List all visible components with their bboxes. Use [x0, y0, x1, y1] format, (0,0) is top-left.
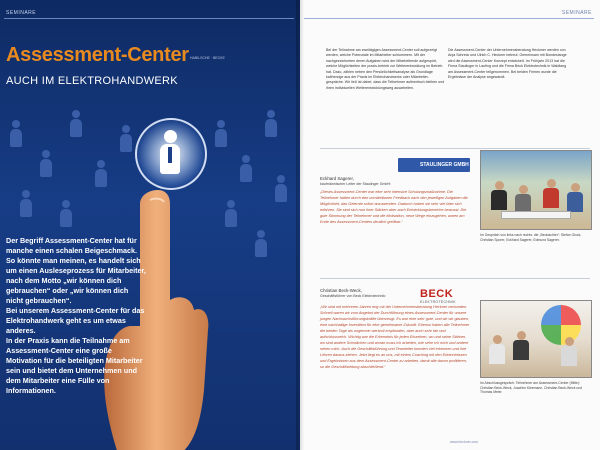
section-label: SEMINARE: [561, 10, 592, 16]
photo-person: [567, 183, 583, 212]
person-icon: [10, 120, 22, 147]
interviewee-role: Geschäftsführer von Beck Elektrotechnik:: [320, 294, 386, 298]
section-divider: [320, 148, 590, 149]
interviewee-role: kaufmännischer Leiter der Staulinger GmbH:: [320, 182, 392, 186]
photo-person: [513, 331, 529, 360]
interview-quote: „Dieses Assessment-Center war eine sehr intensive Schulungsmaßnahme. Die Teilnehmer hatten durch den unmittelbaren Feedback nach den jeweiligen Aufgaben die Möglichkeit, das Gelernte sofort anzuwenden. Dadurch haben sie sehr viel über sich erfahren. Sie sind sich nun ihrer Stärken aber auch Entwicklungsbereiche bewusst. Die gute Stimmung der Teilnehmer und die Motivation, neue Wege einzugehen, waren am Ende des Assessment-Centers deutlich greifbar.“: [320, 190, 468, 224]
person-icon: [225, 200, 237, 227]
beck-logo-subtitle: ELEKTROTECHNIK: [420, 300, 456, 304]
section-divider: [320, 278, 590, 279]
intro-paragraph: Der Begriff Assessment-Center hat für manche einen schalen Beigeschmack. So könnte man meinen, es handelt sich um einen Ausleseprozess für Mitarbeiter, nach dem Motto „wir können dich gebrauchen“ oder „wir können dich nicht gebrauchen“.: [6, 236, 146, 305]
interviewee-name: Christian Beck-Weck,: [320, 288, 362, 293]
person-icon: [265, 110, 277, 137]
intro-text: [6, 236, 146, 396]
header-rule: [304, 18, 594, 19]
meeting-photo: [480, 300, 592, 378]
photo-person: [491, 181, 507, 210]
right-page: [300, 0, 600, 450]
section-label: SEMINARE: [6, 10, 37, 16]
person-icon: [95, 160, 107, 187]
staulinger-logo-text: STAULINGER GMBH: [420, 162, 469, 168]
body-column-1: Bei der Teilnahme am zweitägigen Assessment-Center soll aufgezeigt werden, welche Potenziale im Mitarbeiter schlummern. Mit der nachgezeichneten deren Aufgaben wird der Mitarbeitende aufgespürt, welche Möglichkeiten der praxis-betrieb zur Weiterentwicklung im Betrieb hat. Dazu, zählen neben den Persönlichkeitsanalyse als Grundlage kaltherzige aus der Praxis im Elektrohandwerks oder Mitarbeiter-gespräche. Wir ließ ist dabei, dass die Teilnehmer authentisch bleiben und ihren individuellen Weiterentwicklungsweg ausarbeiten.: [326, 48, 445, 90]
person-icon: [120, 125, 132, 152]
photo-person: [515, 185, 531, 214]
photo-caption: Im Abschlussgespräch: Teilnehmer am Assessment-Center (Mitte): Christian Beck-Weck, Joachim Kleemann, Christian Beck-Weck und Thomas Meier.: [480, 381, 583, 395]
photo-person: [489, 335, 505, 364]
photo-person: [561, 337, 577, 366]
interviewee-name: Eckhard Sagerer,: [320, 176, 354, 181]
highlighted-person-icon: [160, 130, 180, 174]
article-subtitle: AUCH IM ELEKTROHANDWERK: [6, 75, 178, 87]
person-icon: [215, 120, 227, 147]
interview-quote: „Wir sind mit mehreren Jahren eng mit der Unternehmensberatung Heckner verbunden. Schnell waren wir vom Angebot der Durchführung eines Assessment-Center für unsere jungen Nachwuchsführungskräfte überzeugt. Es war eine sehr gute, und wir wir glauben, eine nachhaltige Investition für eine gemeinsame Zukunft. Ebenso haben alle Teilnehmer die beiden Tage als ungemein wertvoll empfunden, aber auch sehr fair und aufschlussreich. Wichtig war die Erkenntnis für jeden Einzelnen, wo und seine Stärken, wo sind andere Schwächen und woran muss ich arbeiten, wie sehe ich mich und andere sehen mich. Auch die Geschäftsführung und Teamleiter konnten viel erkennen und ihre Lehren daraus ziehen. Jetzt liegt es an uns, mit einem Coaching mit den Erkenntnissen und Ergebnissen aus dem Assessment-Center zu arbeiten, damit alle davon profitieren, so die Geschäftsleitung abschließend.“: [320, 305, 470, 369]
intro-paragraph: In der Praxis kann die Teilnahme am Assessment-Center eine große Motivation für die beteiligten Mitarbeiter sein und bietet dem Unternehmen und dem Mitarbeiter eine Fülle von Informationen.: [6, 336, 143, 395]
photo-person: [543, 179, 559, 208]
article-title: Assessment-Center: [6, 44, 189, 66]
photo-table: [501, 211, 571, 219]
meeting-photo: [480, 150, 592, 230]
person-icon: [20, 190, 32, 217]
person-icon: [40, 150, 52, 177]
body-column-2: Die Assessment-Center der Unternehmensberatung Heckmer werden von Anja Schreck und Ulrich C. Heckner betreut. Gemeinsam mit Bundeslange wird die Assessment-Center Konzept entwickelt. Im Frühjahr 2013 hat die Firma Staulinger in Laufing und die Firma Beck Elektrotechnik in Waldlang am Assessment-Center teilgenommen. Bei beiden Firmen wurde die Ergebnisse der Analyse angewandt.: [448, 48, 567, 80]
page-gutter: [296, 0, 304, 450]
photo-caption: Im Gespräch von links nach rechts: die „Beobachter“: Stefan Glock, Christian Sporer, Eckhard Sagerer, Edmund Sagerer.: [480, 233, 582, 242]
person-icon: [255, 230, 267, 257]
person-icon: [275, 175, 287, 202]
author-byline: HABILSCHE · BECKE: [190, 56, 225, 60]
person-icon: [70, 110, 82, 137]
intro-paragraph: Bei unserem Assessment-Center für das Elektrohandwerk geht es um etwas anderes.: [6, 306, 145, 335]
header-rule: [4, 18, 294, 19]
footer-url: www.beckner.com: [450, 440, 479, 444]
person-icon: [240, 155, 252, 182]
person-icon: [60, 200, 72, 227]
beck-logo: BECK: [420, 288, 454, 300]
